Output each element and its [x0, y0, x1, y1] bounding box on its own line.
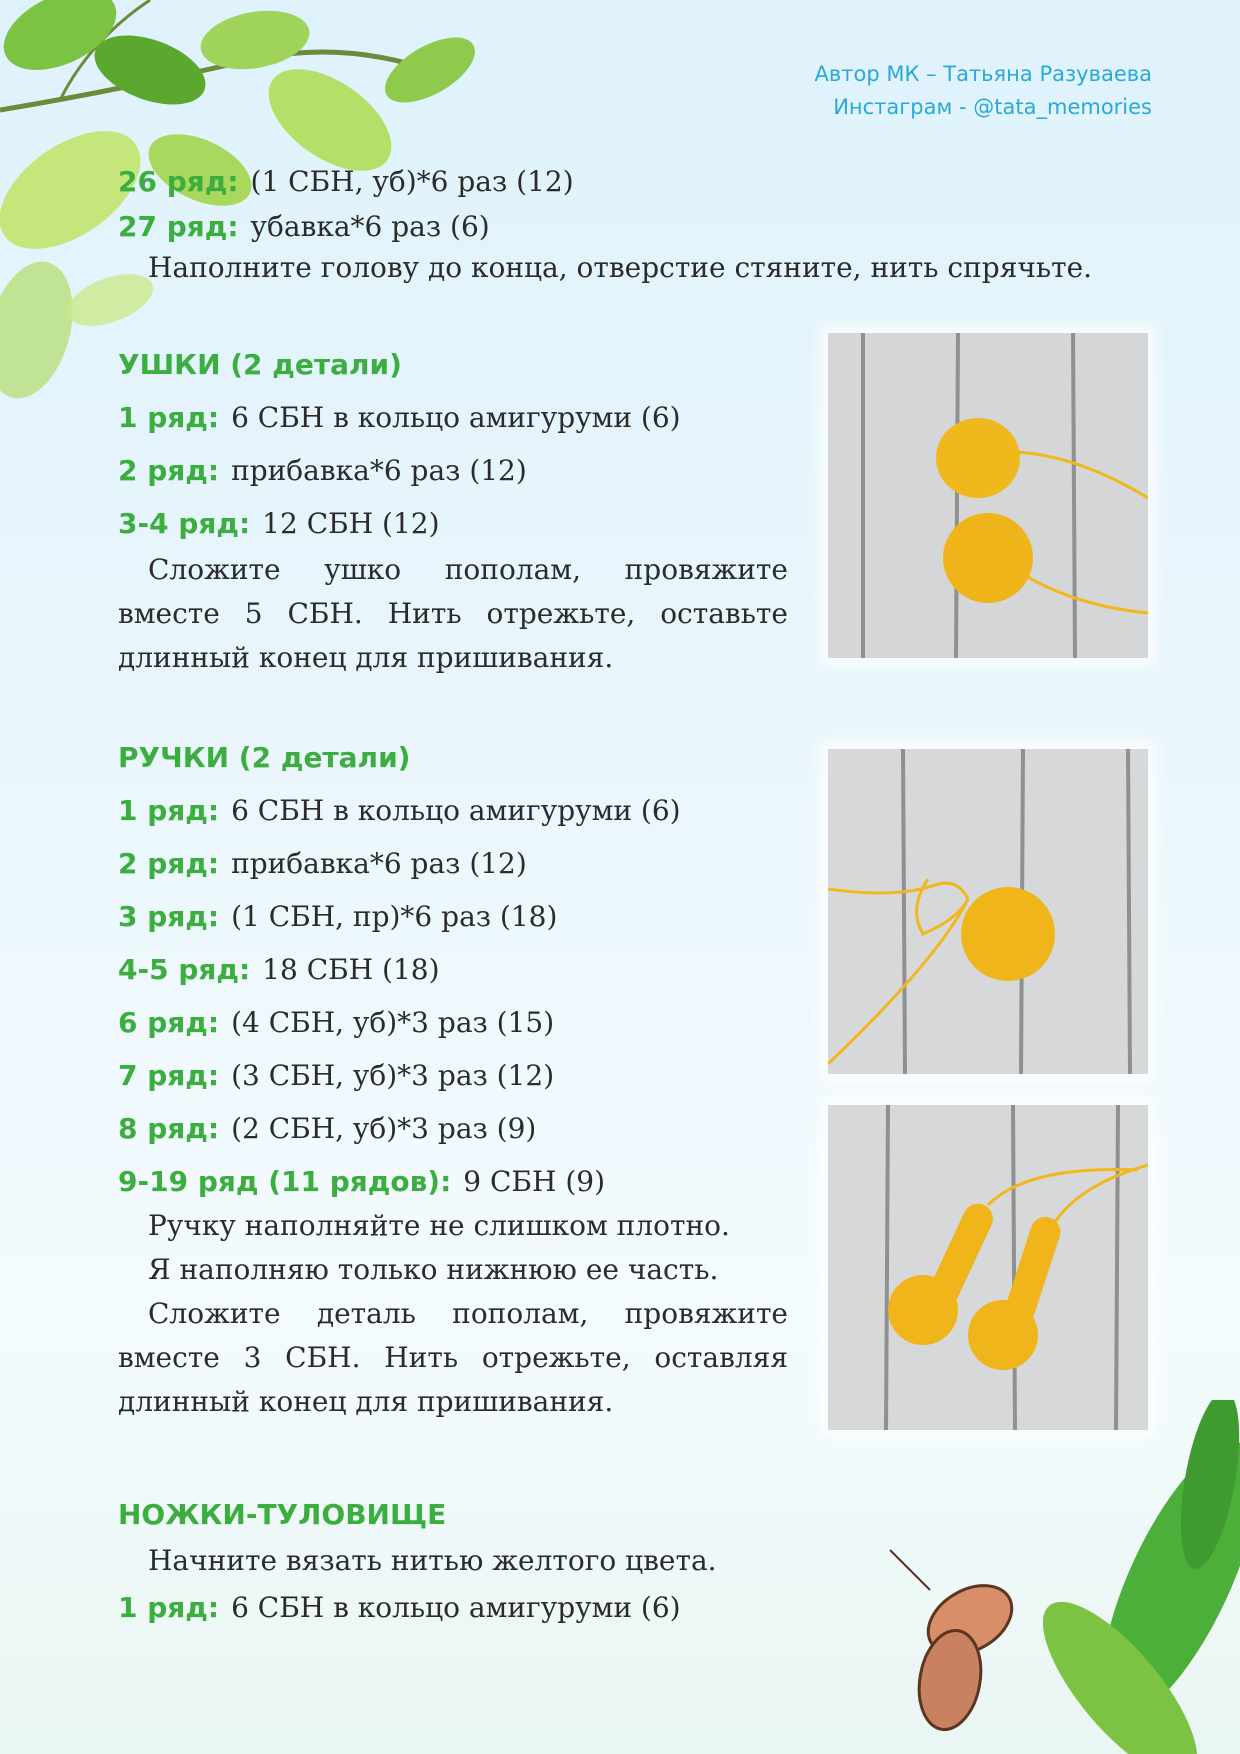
row-text: 12 СБН (12): [262, 507, 440, 540]
row-text: прибавка*6 раз (12): [231, 454, 527, 487]
arm-ball-photo: [828, 749, 1148, 1074]
instruction-note: Ручку наполняйте не слишком плотно.: [148, 1209, 730, 1242]
row-text: 6 СБН в кольцо амигуруми (6): [231, 794, 681, 827]
pattern-row: [118, 839, 788, 888]
row-label: 2 ряд:: [118, 454, 220, 487]
instruction-note: Наполните голову до конца, отверстие стяните, нить спрячьте.: [148, 251, 1093, 284]
pattern-row: [118, 157, 788, 206]
instruction-note: Начните вязать нитью желтого цвета.: [148, 1544, 717, 1577]
row-text: (1 СБН, уб)*6 раз (12): [250, 165, 574, 198]
ears-section: [118, 340, 788, 680]
row-label: 6 ряд:: [118, 1006, 220, 1039]
pattern-row: [118, 945, 788, 994]
leaves-butterfly-bottom-right-decoration: [860, 1400, 1240, 1754]
row-text: (3 СБН, уб)*3 раз (12): [231, 1059, 555, 1092]
row-label: 3 ряд:: [118, 900, 220, 933]
pattern-row: [118, 499, 788, 548]
row-text: прибавка*6 раз (12): [231, 847, 527, 880]
pattern-row: [118, 892, 788, 941]
pattern-row: [118, 786, 788, 835]
section-title: УШКИ (2 детали): [118, 348, 402, 381]
row-label: 1 ряд:: [118, 794, 220, 827]
row-label: 4-5 ряд:: [118, 953, 251, 986]
pattern-row: [118, 1583, 788, 1632]
pattern-row: [118, 446, 788, 495]
row-text: убавка*6 раз (6): [250, 210, 490, 243]
arms-finished-photo: [828, 1105, 1148, 1430]
row-label: 26 ряд:: [118, 165, 239, 198]
pattern-row: [118, 998, 788, 1047]
row-text: (1 СБН, пр)*6 раз (18): [231, 900, 558, 933]
row-text: 18 СБН (18): [262, 953, 440, 986]
section-title: РУЧКИ (2 детали): [118, 741, 411, 774]
row-label: 3-4 ряд:: [118, 507, 251, 540]
pattern-row: [118, 1157, 788, 1206]
row-label: 27 ряд:: [118, 210, 239, 243]
row-label: 1 ряд:: [118, 1591, 220, 1624]
row-text: (2 СБН, уб)*3 раз (9): [231, 1112, 537, 1145]
pattern-row: [118, 1051, 788, 1100]
instruction-note: Сложите деталь пополам, провяжите вместе 3 СБН. Нить отрежьте, оставляя длинный конец для пришивания.: [118, 1297, 788, 1418]
legs-section: [118, 1490, 788, 1632]
butterfly-icon: [890, 1550, 1024, 1734]
row-label: 7 ряд:: [118, 1059, 220, 1092]
row-label: 2 ряд:: [118, 847, 220, 880]
instruction-note: Сложите ушко пополам, провяжите вместе 5 СБН. Нить отрежьте, оставьте длинный конец для пришивания.: [118, 553, 788, 674]
arms-section: [118, 733, 788, 1424]
author-credit: [815, 58, 1152, 124]
row-text: 6 СБН в кольцо амигуруми (6): [231, 1591, 681, 1624]
row-text: 6 СБН в кольцо амигуруми (6): [231, 401, 681, 434]
row-text: 9 СБН (9): [463, 1165, 605, 1198]
author-instagram: Инстаграм - @tata_memories: [833, 95, 1152, 119]
head-end-section: [118, 157, 1093, 292]
instruction-note: Я наполняю только нижнюю ее часть.: [148, 1253, 719, 1286]
row-label: 8 ряд:: [118, 1112, 220, 1145]
ears-photo: [828, 333, 1148, 658]
pattern-row: [118, 1104, 788, 1153]
section-title: НОЖКИ-ТУЛОВИЩЕ: [118, 1498, 447, 1531]
pattern-row: [118, 393, 788, 442]
row-label: 9-19 ряд (11 рядов):: [118, 1165, 452, 1198]
row-label: 1 ряд:: [118, 401, 220, 434]
author-name: Автор МК – Татьяна Разуваева: [814, 62, 1152, 86]
row-text: (4 СБН, уб)*3 раз (15): [231, 1006, 555, 1039]
